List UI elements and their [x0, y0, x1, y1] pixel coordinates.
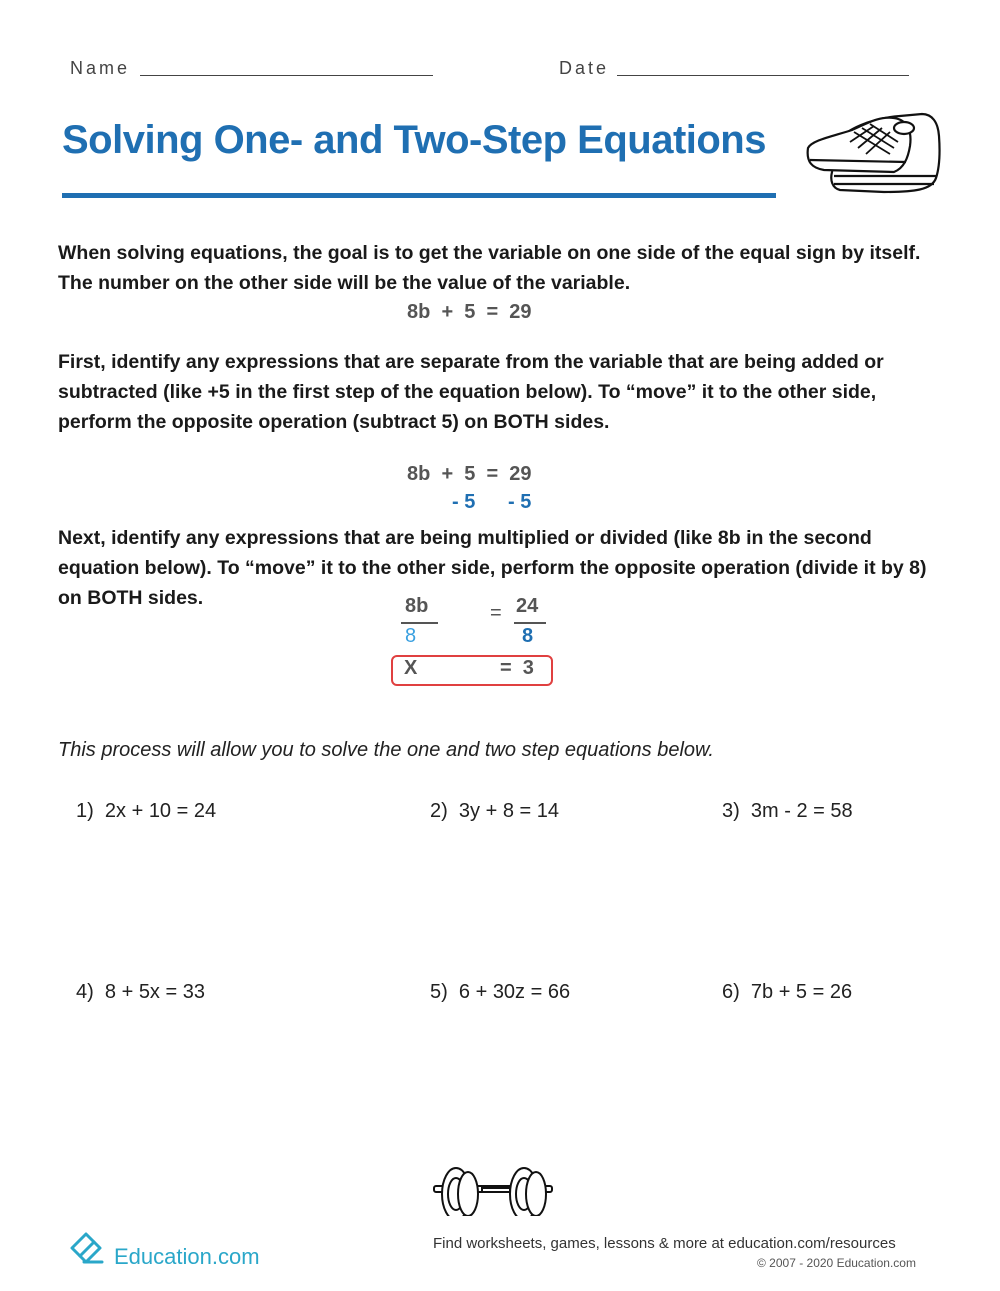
- copyright: © 2007 - 2020 Education.com: [757, 1256, 916, 1270]
- problem-1: 1) 2x + 10 = 24: [76, 800, 217, 822]
- step2-paragraph: Next, identify any expressions that are being multiplied or divided (like 8b in the second equation below). To “move” it to the other side, perform the opposite operation (divide it by 8) on BOTH sides.: [58, 527, 927, 609]
- footer-tagline: Find worksheets, games, lessons & more at education.com/resources: [433, 1235, 896, 1252]
- instructions-text: This process will allow you to solve the one and two step equations below.: [58, 739, 714, 761]
- sneakers-icon: [804, 106, 944, 198]
- title-underline: [62, 193, 776, 198]
- problem-6: 6) 7b + 5 = 26: [722, 981, 853, 1003]
- intro-paragraph: When solving equations, the goal is to get the variable on one side of the equal sign by itself. The number on the other side will be the value of the variable.: [58, 242, 921, 294]
- date-label: Date: [559, 58, 610, 78]
- step1-paragraph: First, identify any expressions that are separate from the variable that are being added or subtracted (like +5 in the first step of the equation below). To “move” it to the other side, perform the opposite operation (subtract 5) on BOTH sides.: [58, 351, 884, 433]
- brand-name: Education.com: [114, 1244, 260, 1269]
- step1-subtract-right: - 5: [508, 491, 532, 513]
- left-fraction-bar: [401, 622, 438, 624]
- right-fraction-bar: [514, 622, 546, 624]
- result-value: = 3: [500, 657, 534, 679]
- problem-5: 5) 6 + 30z = 66: [430, 981, 571, 1003]
- result-variable: X: [404, 657, 418, 679]
- problem-3: 3) 3m - 2 = 58: [722, 800, 853, 822]
- left-denominator: 8: [405, 625, 417, 647]
- education-logo-icon: [66, 1226, 112, 1272]
- right-denominator: 8: [522, 625, 534, 647]
- name-field[interactable]: [140, 75, 433, 76]
- problem-4: 4) 8 + 5x = 33: [76, 981, 205, 1003]
- step1-equation: 8b + 5 = 29: [407, 463, 532, 485]
- problem-2: 2) 3y + 8 = 14: [430, 800, 559, 822]
- fraction-equals: =: [490, 602, 502, 624]
- step1-subtract-left: - 5: [452, 491, 476, 513]
- name-label: Name: [70, 58, 131, 78]
- page-title: Solving One- and Two-Step Equations: [62, 118, 766, 162]
- left-numerator: 8b: [405, 595, 429, 617]
- date-field[interactable]: [617, 75, 909, 76]
- right-numerator: 24: [516, 595, 539, 617]
- dumbbell-icon: [432, 1160, 554, 1218]
- example-equation: 8b + 5 = 29: [407, 301, 532, 323]
